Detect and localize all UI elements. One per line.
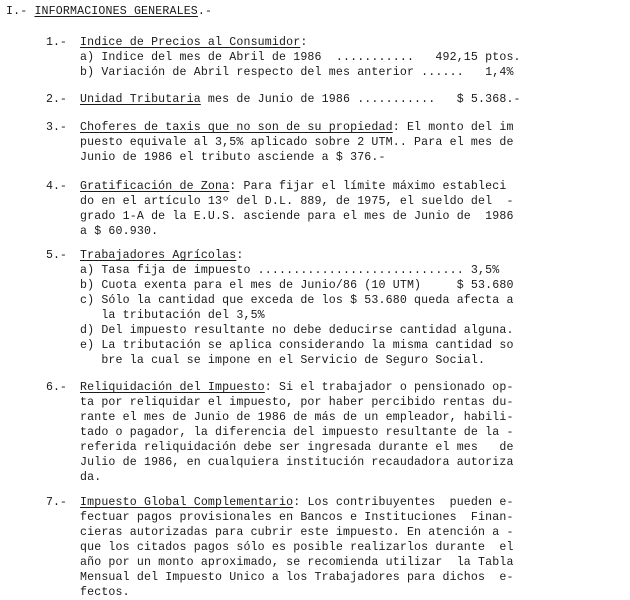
section-title-tail: .-: [197, 5, 213, 18]
item-line: que los citados pagos sólo es posible realizarlos durante el: [80, 541, 514, 554]
item-number: 6.-: [46, 381, 67, 394]
item-line: b) Variación de Abril respecto del mes anterior ...... 1,4%: [80, 66, 514, 79]
section-title: INFORMACIONES GENERALES: [34, 5, 198, 18]
item-line: a) Indice del mes de Abril de 1986 ........... 492,15 ptos.: [80, 51, 521, 64]
item-number: 1.-: [46, 36, 67, 49]
item-line: Junio de 1986 el tributo asciende a $ 376.-: [80, 151, 386, 164]
item-heading: Choferes de taxis que no son de su propiedad: [80, 121, 393, 134]
item-number: 5.-: [46, 249, 67, 262]
item-line: fectuar pagos provisionales en Bancos e Instituciones Finan-: [80, 511, 514, 524]
item-line: e) La tributación se aplica considerando la misma cantidad so: [80, 339, 514, 352]
item-number: 2.-: [46, 93, 67, 106]
item-line: da.: [80, 471, 102, 484]
item-number: 4.-: [46, 180, 67, 193]
item-line: puesto equivale al 3,5% aplicado sobre 2 UTM.. Para el mes de: [80, 136, 514, 149]
item-line: do en el artículo 13º del D.L. 889, de 1975, el sueldo del -: [80, 195, 514, 208]
item-heading-line: Reliquidación del Impuesto: Si el trabajador o pensionado op-: [80, 381, 514, 394]
item-heading-line: Indice de Precios al Consumidor:: [80, 36, 308, 49]
item-line: la tributación del 3,5%: [80, 309, 265, 322]
item-line: b) Cuota exenta para el mes de Junio/86 (10 UTM) $ 53.680: [80, 279, 514, 292]
item-heading-line: Gratificación de Zona: Para fijar el límite máximo estableci: [80, 180, 507, 193]
item-heading: Trabajadores Agrícolas: [80, 249, 237, 262]
item-heading: Indice de Precios al Consumidor: [80, 36, 301, 49]
item-heading-line: Unidad Tributaria mes de Junio de 1986 ........... $ 5.368.-: [80, 93, 521, 106]
item-line: Mensual del Impuesto Unico a los Trabajadores para dichos e-: [80, 571, 514, 584]
item-line: cieras autorizadas para cubrir este impuesto. En atención a -: [80, 526, 514, 539]
item-line: c) Sólo la cantidad que exceda de los $ 53.680 queda afecta a: [80, 294, 514, 307]
item-line: d) Del impuesto resultante no debe deducirse cantidad alguna.: [80, 324, 514, 337]
item-line: rante el mes de Junio de 1986 de más de un empleador, habili-: [80, 411, 514, 424]
item-heading: Impuesto Global Complementario: [80, 496, 294, 509]
item-line: ta por reliquidar el impuesto, por haber percibido rentas du-: [80, 396, 514, 409]
section-number: I.-: [6, 5, 28, 18]
item-line: fectos.: [80, 586, 130, 599]
item-line: tado o pagador, la diferencia del impuesto resultante de la -: [80, 426, 514, 439]
item-line: Julio de 1986, en cualquiera institución recaudadora autoriza: [80, 456, 514, 469]
item-heading: Gratificación de Zona: [80, 180, 230, 193]
item-line: referida reliquidación debe ser ingresada durante el mes de: [80, 441, 514, 454]
section-heading: [6, 4, 212, 19]
item-line: año por un monto aproximado, se recomienda utilizar la Tabla: [80, 556, 514, 569]
item-line: a) Tasa fija de impuesto ............................. 3,5%: [80, 264, 500, 277]
item-line: a $ 60.930.: [80, 225, 159, 238]
item-heading-line: Impuesto Global Complementario: Los contribuyentes pueden e-: [80, 496, 514, 509]
item-heading: Reliquidación del Impuesto: [80, 381, 265, 394]
item-number: 7.-: [46, 496, 67, 509]
item-line: grado 1-A de la E.U.S. asciende para el mes de Junio de 1986: [80, 210, 514, 223]
item-heading-line: Trabajadores Agrícolas:: [80, 249, 244, 262]
item-line: bre la cual se impone en el Servicio de Seguro Social.: [80, 354, 486, 367]
item-number: 3.-: [46, 121, 67, 134]
item-heading: Unidad Tributaria: [80, 93, 201, 106]
item-heading-line: Choferes de taxis que no son de su propiedad: El monto del im: [80, 121, 514, 134]
